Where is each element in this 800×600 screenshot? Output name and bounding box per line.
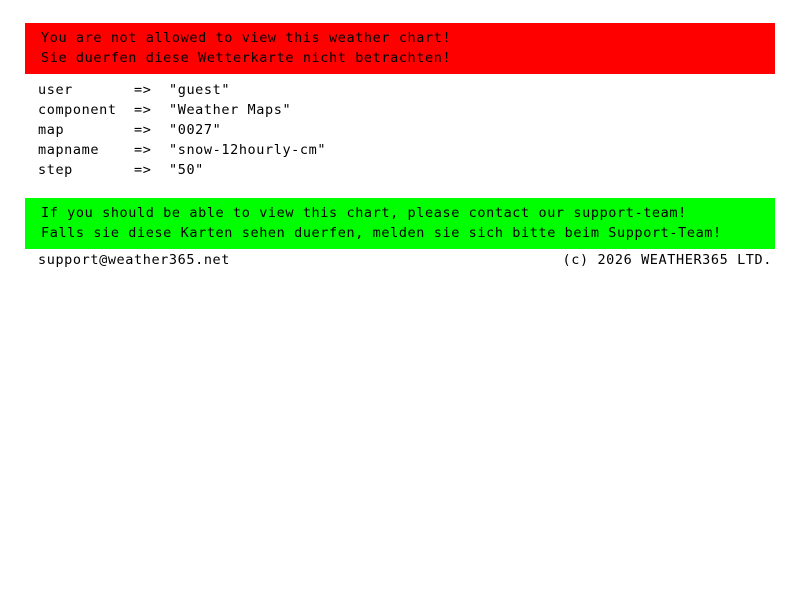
parameter-arrow: => — [134, 102, 152, 118]
support-banner — [25, 198, 775, 249]
support-message-en: If you should be able to view this chart, please contact our support-team! — [41, 205, 687, 221]
parameter-arrow: => — [134, 142, 152, 158]
error-message-de: Sie duerfen diese Wetterkarte nicht betrachten! — [41, 50, 452, 66]
parameter-key: mapname — [38, 142, 100, 158]
parameter-row — [38, 80, 778, 100]
parameter-row — [38, 140, 778, 160]
parameter-value: "guest" — [169, 82, 231, 98]
support-email-link[interactable]: support@weather365.net — [38, 252, 231, 268]
copyright-text: (c) 2026 WEATHER365 LTD. — [562, 252, 772, 268]
parameter-arrow: => — [134, 82, 152, 98]
parameter-list — [38, 80, 778, 180]
parameter-key: step — [38, 162, 73, 178]
parameter-row — [38, 160, 778, 180]
parameter-key: component — [38, 102, 117, 118]
parameter-arrow: => — [134, 122, 152, 138]
parameter-value: "Weather Maps" — [169, 102, 292, 118]
support-message-de: Falls sie diese Karten sehen duerfen, melden sie sich bitte beim Support-Team! — [41, 225, 722, 241]
parameter-key: map — [38, 122, 65, 138]
parameter-row — [38, 100, 778, 120]
parameter-row — [38, 120, 778, 140]
footer — [38, 250, 772, 270]
parameter-arrow: => — [134, 162, 152, 178]
parameter-key: user — [38, 82, 73, 98]
parameter-value: "snow-12hourly-cm" — [169, 142, 327, 158]
error-banner — [25, 23, 775, 74]
parameter-value: "0027" — [169, 122, 222, 138]
error-message-en: You are not allowed to view this weather chart! — [41, 30, 452, 46]
parameter-value: "50" — [169, 162, 204, 178]
